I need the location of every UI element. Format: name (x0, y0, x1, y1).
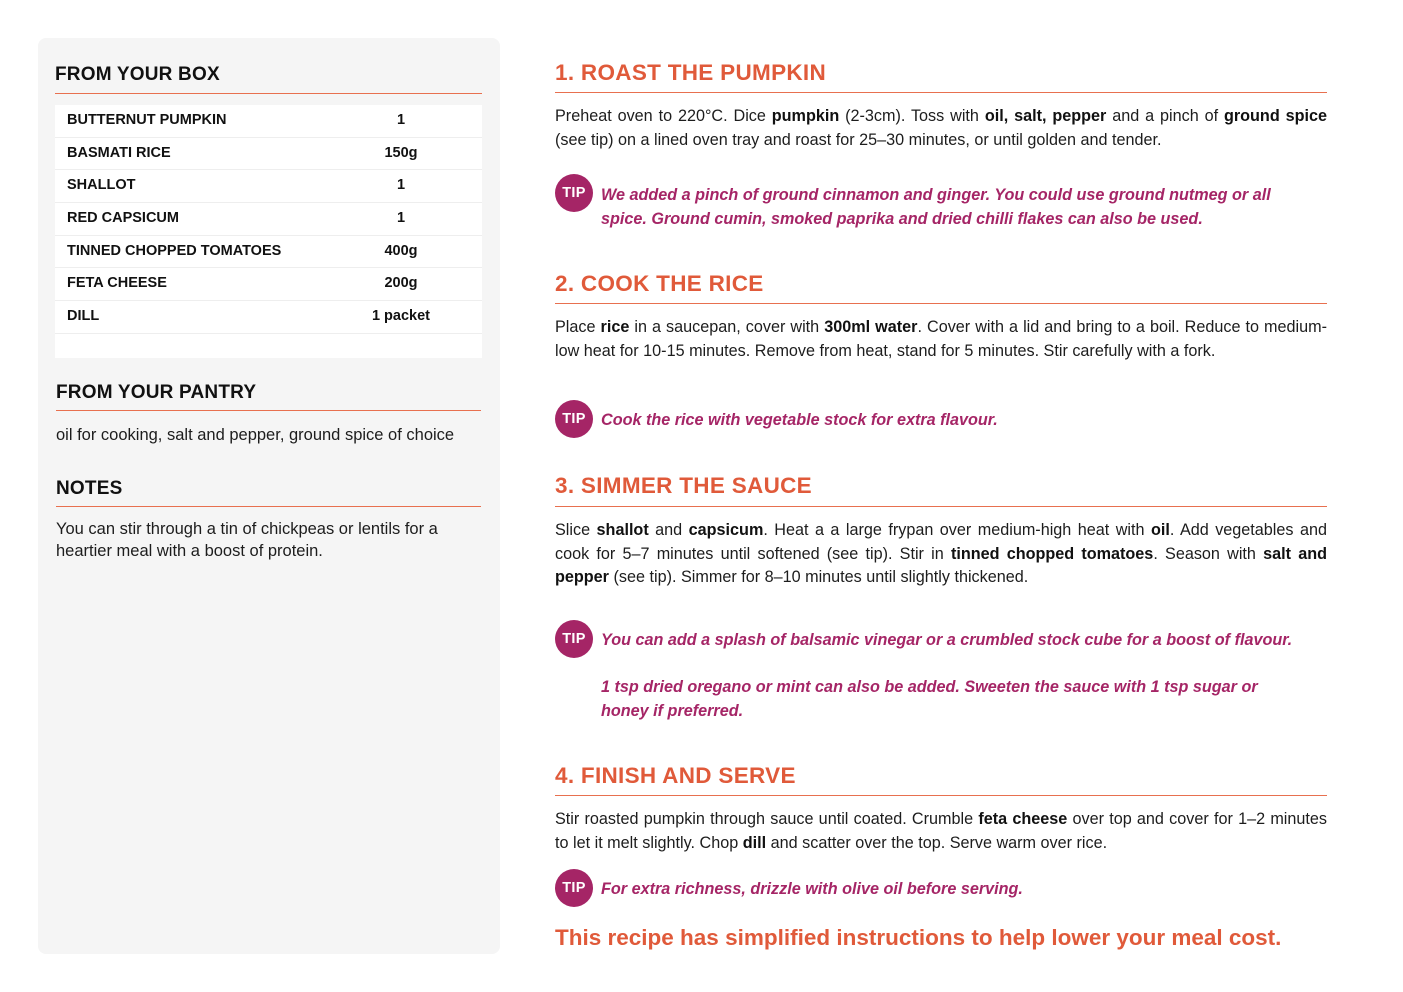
step-body: Preheat oven to 220°C. Dice pumpkin (2-3cm). Toss with oil, salt, pepper and a pinch of ground spice (see tip) on a lined oven tray and roast for 25–30 minutes, or until golden and tender. (555, 107, 1327, 149)
notes-heading: NOTES (56, 478, 123, 499)
tip-text: 1 tsp dried oregano or mint can also be added. Sweeten the sauce with 1 tsp sugar or honey if preferred. (601, 678, 1258, 720)
bold-ingredient: pumpkin (771, 107, 840, 125)
tip-badge: TIP (555, 400, 593, 438)
step-divider (555, 303, 1327, 304)
heading-divider (56, 506, 481, 507)
step-heading: 4. FINISH AND SERVE (555, 763, 796, 788)
step-heading: 2. COOK THE RICE (555, 271, 764, 296)
bold-ingredient: dill (742, 833, 767, 852)
pantry-text: oil for cooking, salt and pepper, ground spice of choice (56, 426, 455, 444)
table-row (55, 236, 482, 269)
tip-text: Cook the rice with vegetable stock for extra flavour. (601, 411, 998, 429)
bold-ingredient: capsicum (688, 521, 764, 539)
bold-ingredient: salt and pepper (555, 544, 1327, 586)
step-heading: 3. SIMMER THE SAUCE (555, 473, 812, 498)
ingredients-sidebar (38, 38, 500, 954)
tip-badge: TIP (555, 869, 593, 907)
table-row (55, 301, 482, 334)
from-your-box-heading: FROM YOUR BOX (55, 64, 220, 85)
tip-text: For extra richness, drizzle with olive oil before serving. (601, 880, 1023, 898)
ingredient-name: BASMATI RICE (67, 144, 171, 161)
table-row (55, 170, 482, 203)
ingredient-name: TINNED CHOPPED TOMATOES (67, 242, 282, 259)
step-body: Slice shallot and capsicum. Heat a a large frypan over medium-high heat with oil. Add vegetables and cook for 5–7 minutes until softened (see tip). Stir in tinned chopped tomatoes. Season with salt and pepper (see tip). Simmer for 8–10 minutes until slightly thickened. (555, 521, 1327, 586)
bold-ingredient: rice (600, 318, 630, 336)
tip-text: You can add a splash of balsamic vinegar or a crumbled stock cube for a boost of flavour. (601, 631, 1293, 649)
method-column (555, 0, 1327, 992)
ingredient-qty: 200g (384, 275, 418, 292)
ingredient-qty: 400g (384, 242, 418, 259)
ingredient-name: BUTTERNUT PUMPKIN (67, 112, 227, 128)
ingredient-qty: 1 (396, 112, 406, 128)
heading-divider (55, 93, 482, 94)
ingredient-name: RED CAPSICUM (67, 210, 179, 227)
table-row (55, 203, 482, 236)
bold-ingredient: feta cheese (978, 810, 1068, 828)
table-row (55, 268, 482, 301)
tip-badge: TIP (555, 174, 593, 212)
notes-text: You can stir through a tin of chickpeas or lentils for a heartier meal with a boost of protein. (56, 520, 438, 560)
step-divider (555, 506, 1327, 507)
table-row (55, 138, 482, 171)
ingredient-name: SHALLOT (67, 177, 136, 194)
ingredient-qty: 1 (396, 210, 406, 227)
footer-note: This recipe has simplified instructions to help lower your meal cost. (555, 925, 1282, 950)
tip-text: We added a pinch of ground cinnamon and ginger. You could use ground nutmeg or all spice. Ground cumin, smoked paprika and dried chilli flakes can also be used. (601, 186, 1271, 228)
bold-ingredient: 300ml water (824, 318, 918, 336)
from-your-pantry-heading: FROM YOUR PANTRY (56, 382, 257, 403)
step-heading: 1. ROAST THE PUMPKIN (555, 60, 827, 85)
bold-ingredient: ground spice (1223, 107, 1327, 125)
bold-ingredient: shallot (596, 521, 649, 539)
bold-ingredient: tinned chopped tomatoes (950, 544, 1154, 563)
table-row (55, 105, 482, 138)
ingredient-qty: 1 (396, 177, 406, 194)
ingredient-qty: 150g (384, 144, 418, 161)
ingredients-table (55, 105, 482, 358)
step-body: Place rice in a saucepan, cover with 300ml water. Cover with a lid and bring to a boil. Reduce to medium-low heat for 10-15 minutes. Remove from heat, stand for 5 minutes. Stir carefully with a fork. (555, 318, 1328, 360)
ingredient-qty: 1 packet (371, 308, 431, 325)
step-divider (555, 92, 1327, 93)
step-body: Stir roasted pumpkin through sauce until coated. Crumble feta cheese over top and cover for 1–2 minutes to let it melt slightly. Chop dill and scatter over the top. Serve warm over rice. (555, 810, 1327, 852)
ingredient-name: DILL (67, 308, 100, 325)
step-divider (555, 795, 1327, 796)
bold-ingredient: oil (1150, 521, 1170, 539)
bold-ingredient: oil, salt, pepper (984, 107, 1107, 125)
tip-badge: TIP (555, 620, 593, 658)
ingredient-name: FETA CHEESE (67, 275, 167, 292)
heading-divider (56, 410, 481, 411)
